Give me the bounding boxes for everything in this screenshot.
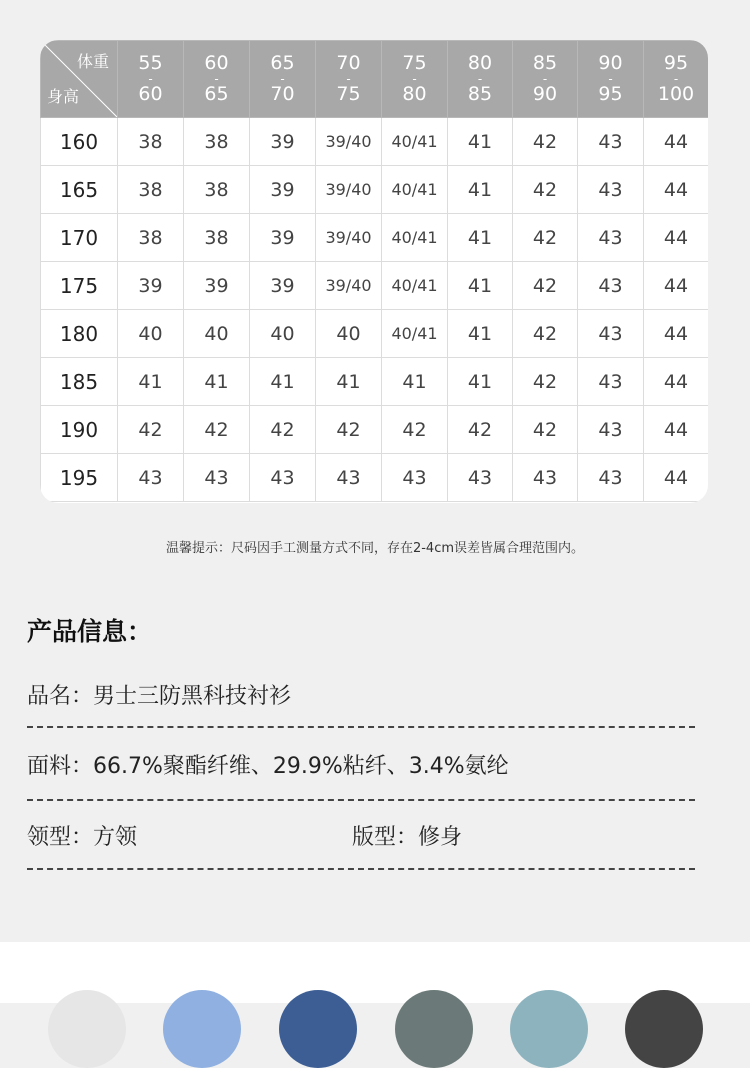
weight-range-header [644, 41, 709, 118]
size-cell: 41 [382, 358, 448, 406]
weight-range-header [513, 41, 578, 118]
range-separator: - [608, 72, 613, 86]
size-cell: 43 [184, 454, 250, 502]
size-cell: 41 [250, 358, 316, 406]
size-cell: 39 [184, 262, 250, 310]
divider [27, 799, 695, 801]
range-separator: - [148, 72, 153, 86]
weight-range-min: 95 [663, 52, 689, 74]
color-swatch[interactable] [625, 990, 703, 1068]
color-swatch[interactable] [510, 990, 588, 1068]
height-cell: 195 [41, 454, 118, 502]
size-cell: 40/41 [382, 214, 448, 262]
size-cell: 44 [644, 214, 709, 262]
size-cell: 41 [316, 358, 382, 406]
size-cell: 40 [184, 310, 250, 358]
weight-range-max: 85 [467, 83, 493, 105]
color-swatch[interactable] [279, 990, 357, 1068]
size-cell: 41 [448, 118, 513, 166]
size-cell: 41 [448, 262, 513, 310]
size-cell: 41 [448, 310, 513, 358]
size-cell: 39/40 [316, 214, 382, 262]
height-cell: 160 [41, 118, 118, 166]
size-cell: 41 [448, 358, 513, 406]
range-separator: - [214, 72, 219, 86]
product-info-title: 产品信息： [27, 617, 153, 646]
size-chart-corner-cell [41, 41, 118, 118]
weight-range-min: 85 [532, 52, 558, 74]
range-separator: - [477, 72, 483, 86]
size-cell: 43 [382, 454, 448, 502]
weight-range-header [184, 41, 250, 118]
table-row [41, 454, 709, 502]
size-cell: 39/40 [316, 118, 382, 166]
size-cell: 44 [644, 262, 709, 310]
size-cell: 43 [250, 454, 316, 502]
size-cell: 42 [513, 118, 578, 166]
size-cell: 39 [250, 262, 316, 310]
weight-range-min: 70 [336, 52, 361, 74]
size-cell: 41 [118, 358, 184, 406]
size-note: 温馨提示：尺码因手工测量方式不同，存在2-4cm误差皆属合理范围内。 [165, 541, 585, 556]
weight-range-header [382, 41, 448, 118]
weight-range-header [316, 41, 382, 118]
size-cell: 42 [118, 406, 184, 454]
height-cell: 185 [41, 358, 118, 406]
size-cell: 42 [184, 406, 250, 454]
size-cell: 38 [184, 214, 250, 262]
divider [27, 726, 695, 728]
weight-range-max: 65 [204, 83, 229, 105]
size-chart [40, 40, 708, 503]
size-cell: 39 [250, 166, 316, 214]
weight-range-min: 60 [204, 52, 229, 74]
range-separator: - [673, 72, 679, 86]
size-cell: 42 [513, 406, 578, 454]
table-row [41, 358, 709, 406]
table-row [41, 406, 709, 454]
size-cell: 42 [448, 406, 513, 454]
size-cell: 42 [316, 406, 382, 454]
range-separator: - [412, 72, 417, 86]
weight-range-min: 90 [598, 52, 623, 74]
height-cell: 175 [41, 262, 118, 310]
size-cell: 38 [184, 166, 250, 214]
size-cell: 44 [644, 454, 709, 502]
range-separator: - [280, 72, 285, 86]
weight-range-min: 80 [467, 52, 493, 74]
size-cell: 43 [578, 358, 644, 406]
size-cell: 40 [316, 310, 382, 358]
weight-range-max: 100 [657, 83, 695, 105]
size-cell: 44 [644, 166, 709, 214]
size-cell: 42 [513, 310, 578, 358]
weight-range-min: 65 [270, 52, 295, 74]
size-cell: 38 [118, 118, 184, 166]
size-cell: 43 [513, 454, 578, 502]
range-separator: - [542, 72, 548, 86]
size-cell: 39 [250, 214, 316, 262]
size-cell: 40 [250, 310, 316, 358]
size-cell: 43 [578, 118, 644, 166]
fit-line: 版型：修身 [352, 825, 463, 850]
table-row [41, 166, 709, 214]
size-cell: 41 [448, 214, 513, 262]
size-cell: 40/41 [382, 118, 448, 166]
size-cell: 41 [184, 358, 250, 406]
size-cell: 39/40 [316, 166, 382, 214]
weight-axis-label: 体重 [76, 52, 109, 71]
product-name-line: 品名：男士三防黑科技衬衫 [27, 684, 292, 709]
weight-range-max: 75 [336, 83, 361, 105]
height-axis-label: 身高 [47, 87, 80, 106]
size-cell: 42 [513, 358, 578, 406]
size-cell: 38 [118, 214, 184, 262]
size-cell: 40/41 [382, 166, 448, 214]
size-cell: 43 [578, 166, 644, 214]
weight-range-max: 60 [138, 83, 163, 105]
weight-range-min: 75 [402, 52, 427, 74]
weight-range-header [578, 41, 644, 118]
size-cell: 43 [578, 310, 644, 358]
height-cell: 170 [41, 214, 118, 262]
weight-range-header [448, 41, 513, 118]
size-chart-header-row [41, 41, 709, 118]
size-cell: 42 [513, 166, 578, 214]
size-cell: 41 [448, 166, 513, 214]
table-row [41, 310, 709, 358]
size-chart-table [40, 40, 708, 502]
height-cell: 165 [41, 166, 118, 214]
collar-line: 领型：方领 [27, 825, 138, 850]
color-swatch[interactable] [163, 990, 241, 1068]
size-cell: 39 [250, 118, 316, 166]
color-swatch[interactable] [395, 990, 473, 1068]
weight-range-min: 55 [138, 52, 163, 74]
size-cell: 42 [382, 406, 448, 454]
weight-range-max: 70 [270, 83, 295, 105]
size-cell: 43 [578, 262, 644, 310]
size-cell: 44 [644, 118, 709, 166]
color-swatch[interactable] [48, 990, 126, 1068]
size-cell: 44 [644, 358, 709, 406]
size-cell: 43 [578, 214, 644, 262]
size-cell: 40 [118, 310, 184, 358]
size-cell: 38 [184, 118, 250, 166]
table-row [41, 118, 709, 166]
weight-range-max: 95 [598, 83, 623, 105]
size-cell: 43 [578, 454, 644, 502]
range-separator: - [346, 72, 351, 86]
size-cell: 43 [448, 454, 513, 502]
weight-range-header [250, 41, 316, 118]
size-cell: 42 [250, 406, 316, 454]
size-cell: 43 [316, 454, 382, 502]
size-cell: 38 [118, 166, 184, 214]
table-row [41, 262, 709, 310]
weight-range-header [118, 41, 184, 118]
size-cell: 44 [644, 310, 709, 358]
weight-range-max: 90 [532, 83, 558, 105]
size-cell: 42 [513, 262, 578, 310]
divider [27, 868, 695, 870]
weight-range-max: 80 [402, 83, 427, 105]
fabric-line: 面料：66.7%聚酯纤维、29.9%粘纤、3.4%氨纶 [27, 754, 509, 779]
size-cell: 39/40 [316, 262, 382, 310]
size-cell: 39 [118, 262, 184, 310]
table-row [41, 214, 709, 262]
color-swatch-bar [0, 942, 750, 1003]
size-cell: 43 [118, 454, 184, 502]
height-cell: 190 [41, 406, 118, 454]
size-cell: 43 [578, 406, 644, 454]
size-cell: 40/41 [382, 262, 448, 310]
size-cell: 44 [644, 406, 709, 454]
size-cell: 40/41 [382, 310, 448, 358]
height-cell: 180 [41, 310, 118, 358]
size-cell: 42 [513, 214, 578, 262]
